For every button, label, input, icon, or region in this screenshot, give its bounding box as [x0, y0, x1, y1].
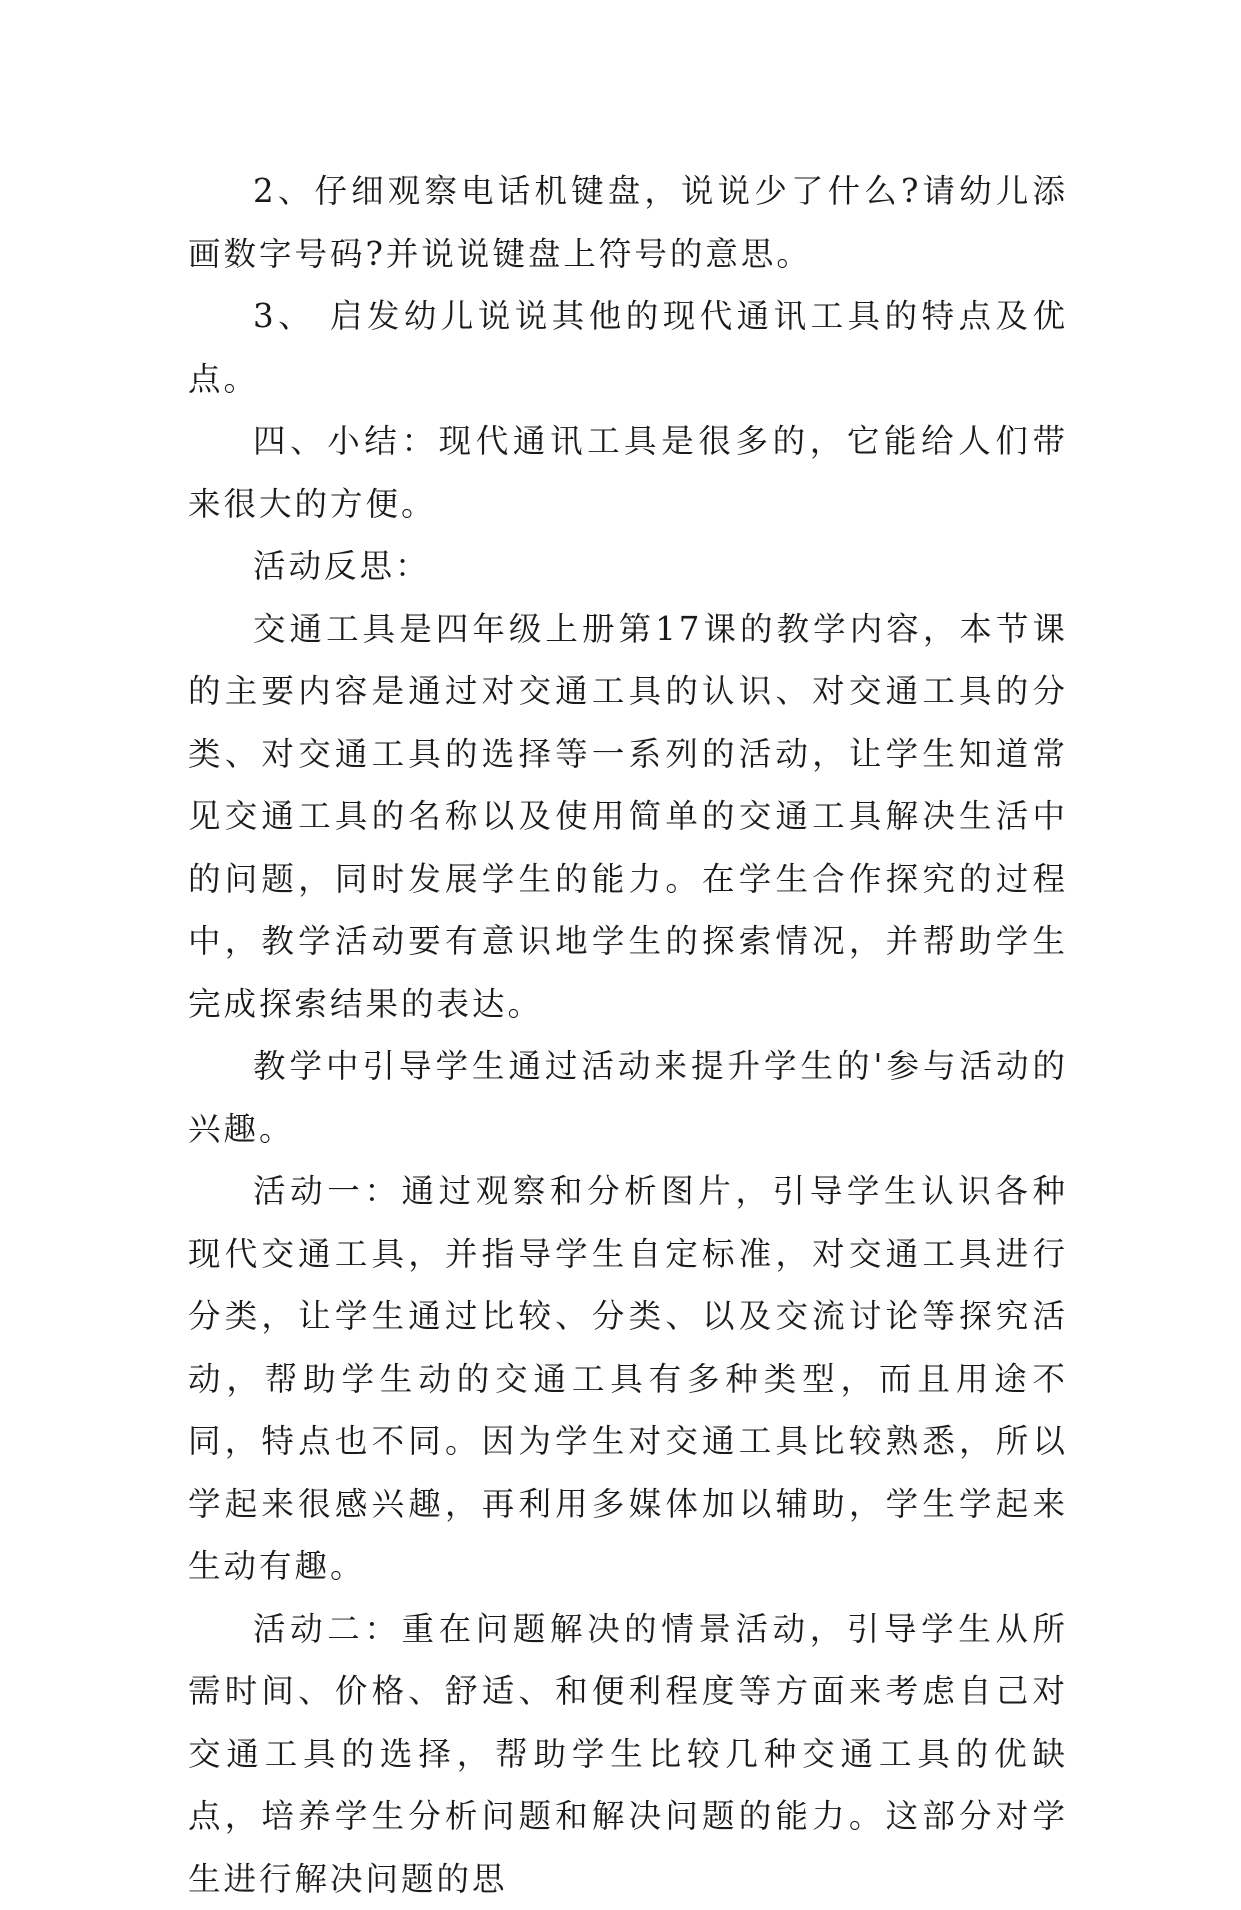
- paragraph-teaching-interest: 教学中引导学生通过活动来提升学生的'参与活动的兴趣。: [188, 1035, 1068, 1160]
- paragraph-step-3: 3、 启发幼儿说说其他的现代通讯工具的特点及优点。: [188, 285, 1068, 410]
- document-body: [188, 160, 1068, 1910]
- paragraph-reflection-heading: 活动反思：: [188, 535, 1068, 598]
- paragraph-summary: 四、小结：现代通讯工具是很多的，它能给人们带来很大的方便。: [188, 410, 1068, 535]
- paragraph-reflection-intro: 交通工具是四年级上册第17课的教学内容，本节课的主要内容是通过对交通工具的认识、对交通工具的分类、对交通工具的选择等一系列的活动，让学生知道常见交通工具的名称以及使用简单的交通工具解决生活中的问题，同时发展学生的能力。在学生合作探究的过程中，教学活动要有意识地学生的探索情况，并帮助学生完成探索结果的表达。: [188, 598, 1068, 1036]
- paragraph-step-2: 2、仔细观察电话机键盘，说说少了什么?请幼儿添画数字号码?并说说键盘上符号的意思。: [188, 160, 1068, 285]
- paragraph-activity-two: 活动二：重在问题解决的情景活动，引导学生从所需时间、价格、舒适、和便利程度等方面来考虑自己对交通工具的选择，帮助学生比较几种交通工具的优缺点，培养学生分析问题和解决问题的能力。这部分对学生进行解决问题的思: [188, 1598, 1068, 1910]
- paragraph-activity-one: 活动一：通过观察和分析图片，引导学生认识各种现代交通工具，并指导学生自定标准，对交通工具进行分类，让学生通过比较、分类、以及交流讨论等探究活动，帮助学生动的交通工具有多种类型，而且用途不同，特点也不同。因为学生对交通工具比较熟悉，所以学起来很感兴趣，再利用多媒体加以辅助，学生学起来生动有趣。: [188, 1160, 1068, 1598]
